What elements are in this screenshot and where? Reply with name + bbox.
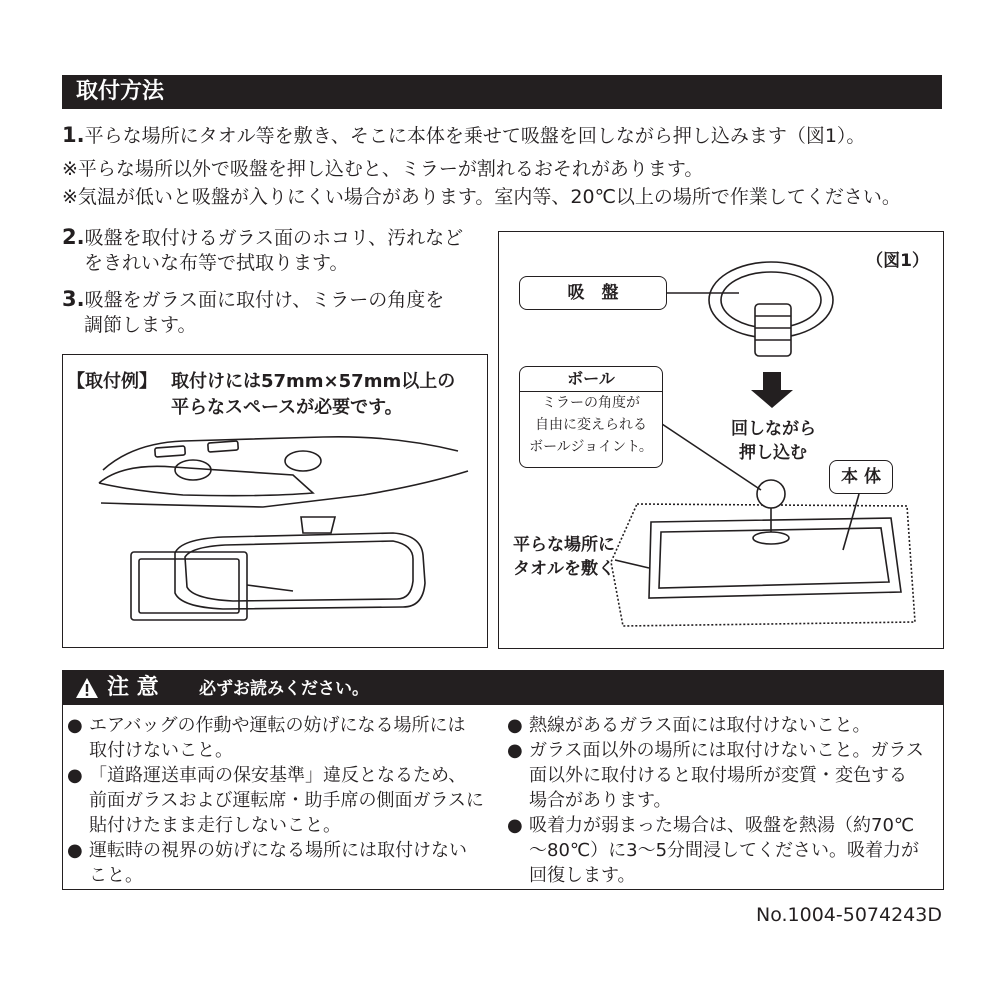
install-example-box (62, 354, 488, 648)
caution-text: ガラス面以外の場所には取付けないこと。ガラス (529, 740, 924, 761)
figure-caption: （図1） (866, 251, 929, 271)
bullet: ● (67, 840, 83, 861)
step-2-line-2: をきれいな布等で拭取ります。 (84, 252, 349, 274)
bullet: ● (67, 715, 83, 736)
product-number: No.1004-5074243D (755, 904, 942, 926)
caution-text: 運転時の視界の妨げになる場所には取付けない (89, 840, 467, 861)
ball-joint-desc-2: 自由に変えられる (535, 417, 647, 433)
step-2-number: 2. (62, 225, 85, 249)
caution-box (62, 670, 944, 890)
mirror-body-label: 本 体 (829, 460, 893, 494)
caution-text: エアバッグの作動や運転の妨げになる場所には (89, 715, 466, 736)
caution-text: ～80℃）に3～5分間浸してください。吸着力が (529, 840, 920, 861)
step-1-text: 平らな場所にタオル等を敷き、そこに本体を乗せて吸盤を回しながら押し込みます（図1）。 (84, 125, 866, 147)
caution-header (63, 671, 943, 705)
caution-text: 面以外に取付けると取付場所が変質・変色する (529, 765, 907, 786)
example-line-1: 取付けには57mm×57mm以上の (171, 371, 456, 392)
ball-joint-title: ボール (520, 367, 662, 392)
step-2 (62, 224, 463, 251)
push-instruction-1: 回しながら (731, 419, 816, 439)
caution-item (507, 713, 939, 738)
caution-text: 取付けないこと。 (89, 740, 233, 761)
suction-cup-label: 吸 盤 (519, 276, 667, 310)
caution-right-column (507, 713, 939, 888)
bullet: ● (67, 765, 83, 786)
towel-instruction-1: 平らな場所に (513, 535, 615, 555)
down-arrow-icon (751, 372, 793, 408)
step-3-line-1: 吸盤をガラス面に取付け、ミラーの角度を (84, 289, 445, 311)
ball-joint-callout (519, 366, 663, 468)
caution-item (67, 838, 497, 888)
caution-item (67, 713, 497, 763)
bullet: ● (507, 715, 523, 736)
step-2-line-1: 吸盤を取付けるガラス面のホコリ、汚れなど (84, 227, 464, 249)
install-header (62, 75, 942, 109)
caution-text: 熱線があるガラス面には取付けないこと。 (529, 715, 871, 736)
caution-item (507, 813, 939, 888)
caution-left-column (67, 713, 497, 888)
install-title: 取付方法 (76, 79, 165, 104)
note-1: ※平らな場所以外で吸盤を押し込むと、ミラーが割れるおそれがあります。 (62, 158, 704, 180)
caution-text: 貼付けたまま走行しないこと。 (89, 815, 341, 836)
caution-text: こと。 (89, 865, 143, 886)
ball-joint-desc-1: ミラーの角度が (542, 395, 640, 411)
caution-text: 場合があります。 (529, 790, 672, 811)
ball-joint-desc-3: ボールジョイント。 (529, 439, 653, 455)
step-1-number: 1. (62, 123, 85, 147)
push-instruction-2: 押し込む (739, 443, 807, 463)
step-3-number: 3. (62, 287, 85, 311)
caution-text: 回復します。 (529, 865, 636, 886)
example-tag: 【取付例】 (67, 371, 157, 392)
car-interior-illustration (63, 355, 487, 647)
caution-item (507, 738, 939, 813)
note-2: ※気温が低いと吸盤が入りにくい場合があります。室内等、20℃以上の場所で作業してください。 (62, 186, 901, 208)
caution-item (67, 763, 497, 838)
bullet: ● (507, 815, 523, 836)
bullet: ● (507, 740, 523, 761)
step-1 (62, 122, 865, 149)
caution-text: 「道路運送車両の保安基準」違反となるため、 (89, 765, 467, 786)
towel-instruction-2: タオルを敷く (513, 559, 615, 579)
warning-triangle-icon (75, 677, 99, 699)
caution-title: 注 意 (107, 675, 159, 700)
example-line-2: 平らなスペースが必要です。 (171, 397, 403, 418)
caution-text: 前面ガラスおよび運転席・助手席の側面ガラスに (89, 790, 484, 811)
step-3 (62, 286, 444, 313)
caution-subtitle: 必ずお読みください。 (199, 679, 369, 699)
step-3-line-2: 調節します。 (84, 314, 197, 336)
caution-text: 吸着力が弱まった場合は、吸盤を熱湯（約70℃ (529, 815, 915, 836)
figure-1-box (498, 231, 944, 649)
